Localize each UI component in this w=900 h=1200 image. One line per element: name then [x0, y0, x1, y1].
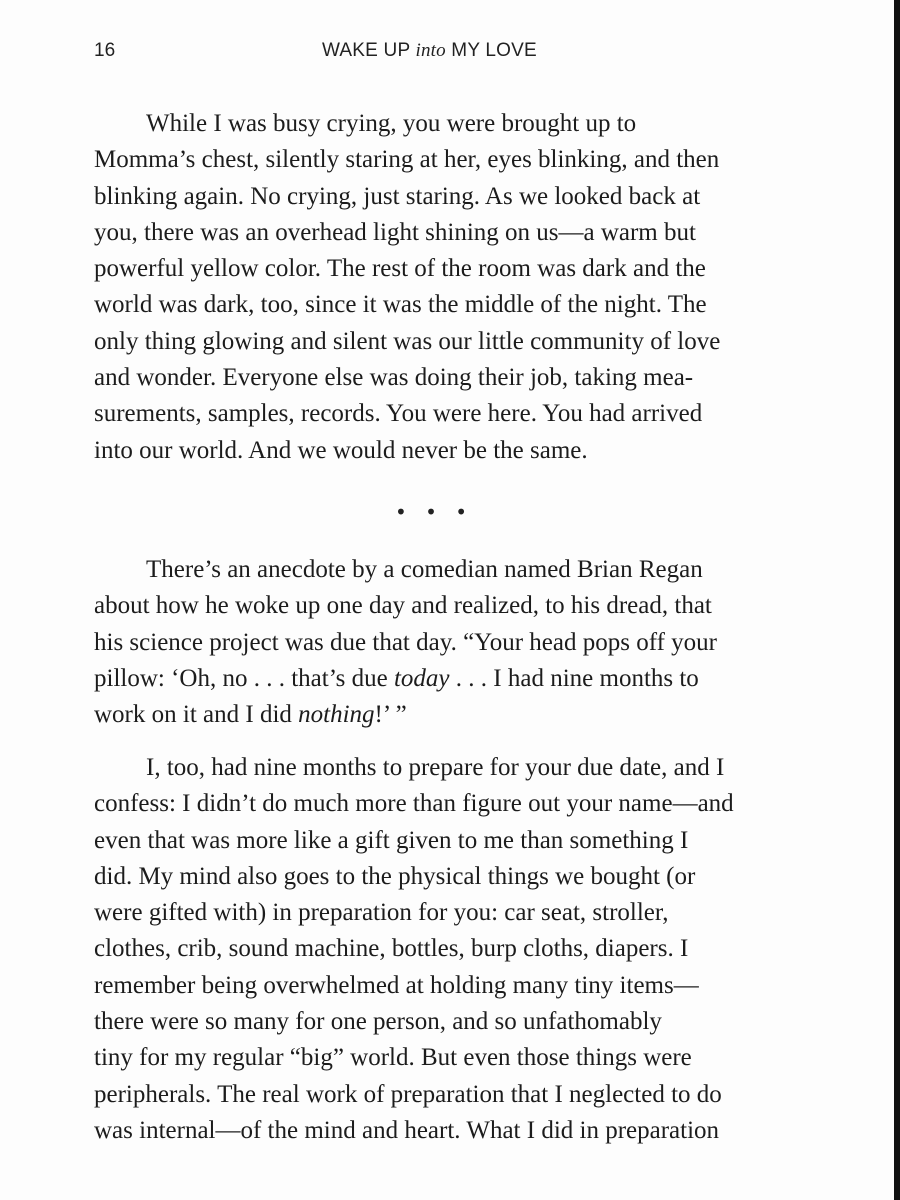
paragraph-line: confess: I didn’t do much more than figure out your name—and — [94, 790, 734, 818]
paragraph-line: even that was more like a gift given to me than something I — [94, 826, 689, 854]
italic-word: today — [393, 664, 450, 692]
paragraph-line: world was dark, too, since it was the middle of the night. The — [94, 291, 707, 319]
paragraph-line: his science project was due that day. “Your head pops off your — [94, 628, 717, 656]
paragraph-line: was internal—of the mind and heart. What I did in preparation — [94, 1116, 720, 1144]
paragraph-line: you, there was an overhead light shining on us—a warm but — [94, 218, 696, 246]
running-head — [94, 40, 794, 70]
line-text: . . . I had nine months to — [449, 664, 699, 692]
paragraph-line-with-italic — [94, 697, 784, 733]
paragraph-line: I, too, had nine months to prepare for your due date, and I — [146, 754, 725, 781]
paragraph-line: peripherals. The real work of preparation that I neglected to do — [94, 1080, 722, 1108]
line-text: !’ ” — [374, 701, 407, 729]
paragraph-line: remember being overwhelmed at holding many tiny items— — [94, 971, 699, 999]
page-edge-border — [894, 0, 900, 1200]
paragraph-line: tiny for my regular “big” world. But even those things were — [94, 1044, 692, 1072]
paragraph-line: Momma’s chest, silently staring at her, eyes blinking, and then — [94, 146, 720, 174]
paragraph-2 — [94, 552, 784, 733]
book-title-italic: into — [415, 40, 446, 61]
line-text: work on it and I did — [94, 701, 299, 729]
italic-word: nothing — [298, 701, 375, 729]
paragraph-line: blinking again. No crying, just staring. As we looked back at — [94, 182, 701, 210]
paragraph-3 — [94, 750, 784, 1149]
book-title-part-2: MY LOVE — [445, 40, 537, 61]
section-break-ornament: • • • — [394, 500, 474, 524]
book-title-part-1: WAKE UP — [322, 40, 416, 61]
line-text: pillow: ‘Oh, no . . . that’s due — [94, 664, 394, 692]
paragraph-line: There’s an anecdote by a comedian named Brian Regan — [146, 556, 703, 583]
paragraph-line: into our world. And we would never be the same. — [94, 436, 588, 464]
page-number: 16 — [94, 40, 116, 61]
paragraph-line: powerful yellow color. The rest of the room was dark and the — [94, 255, 706, 283]
paragraph-line: were gifted with) in preparation for you: car seat, stroller, — [94, 899, 669, 927]
paragraph-line: only thing glowing and silent was our little community of love — [94, 327, 721, 355]
paragraph-line-with-italic — [94, 661, 784, 697]
paragraph-line: did. My mind also goes to the physical things we bought (or — [94, 862, 696, 890]
paragraph-line: surements, samples, records. You were here. You had arrived — [94, 400, 703, 428]
paragraph-line: While I was busy crying, you were brought up to — [146, 110, 637, 137]
paragraph-line: there were so many for one person, and so unfathomably — [94, 1008, 662, 1036]
paragraph-1 — [94, 106, 784, 469]
paragraph-line: about how he woke up one day and realized, to his dread, that — [94, 592, 712, 620]
book-title — [322, 40, 537, 62]
paragraph-line: and wonder. Everyone else was doing their job, taking mea- — [94, 364, 694, 392]
paragraph-line: clothes, crib, sound machine, bottles, burp cloths, diapers. I — [94, 935, 689, 963]
